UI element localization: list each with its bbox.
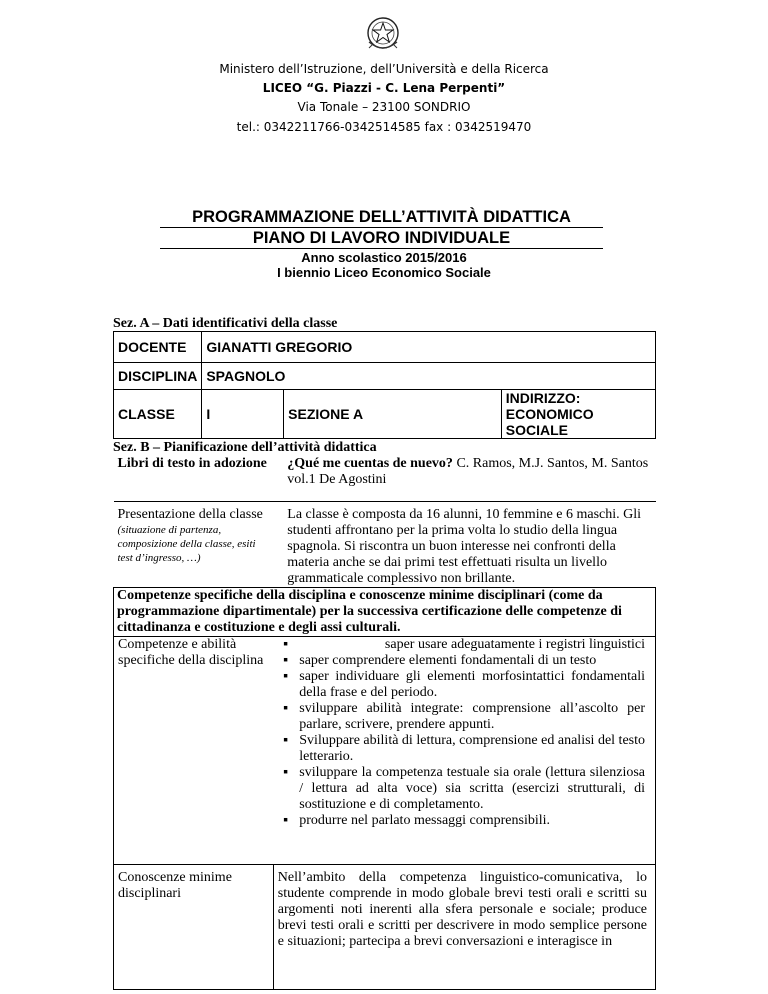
disciplina-value: SPAGNOLO [202, 363, 656, 390]
document-subtitle: PIANO DI LAVORO INDIVIDUALE [160, 228, 603, 249]
school-year: Anno scolastico 2015/2016 [301, 250, 467, 265]
presentazione-label: Presentazione della classe [117, 506, 263, 522]
presentazione-text: La classe è composta da 16 alunni, 10 femmine e 6 maschi. Gli studenti affrontano per la prima volta lo studio della lingua spagnola. Si riscontra un buon interesse nei confronti della materia anche se dai primi test effettuati risulta un livello grammaticale complessivo non brillante. [273, 501, 655, 587]
competenza-item: ▪ saper comprendere elementi fondamentali di un testo [277, 653, 645, 669]
class-data-table [113, 331, 656, 439]
libri-cell [273, 456, 655, 501]
competenze-label: Competenze e abilità specifiche della disciplina [114, 636, 274, 864]
school-name: LICEO “G. Piazzi - C. Lena Perpenti” [262, 81, 506, 95]
school-address: Via Tonale – 23100 SONDRIO [297, 100, 471, 114]
competenze-heading: Competenze specifiche della disciplina e conoscenze minime disciplinari (come da programmazione dipartimentale) per la successiva certificazione delle competenze di cittadinanza e costituzione e degli assi culturali. [114, 587, 656, 636]
docente-value: GIANATTI GREGORIO [202, 332, 656, 363]
conoscenze-text: Nell’ambito della competenza linguistico-comunicativa, lo studente comprende in modo globale brevi testi orali e scritti su argomenti noti inerenti alla sfera personale e sociale; produce brevi testi orali e scritti per descrivere in modo semplice persone e situazioni; partecipa a brevi conversazioni e interagisce in [273, 864, 655, 989]
competenza-item: ▪ sviluppare abilità integrate: comprensione all’ascolto per parlare, scrivere, prendere appunti. [277, 701, 645, 733]
presentazione-note: (situazione di partenza, composizione della classe, esiti test d’ingresso, …) [117, 523, 256, 564]
sezione-value: SEZIONE A [284, 390, 502, 439]
school-contacts: tel.: 0342211766-0342514585 fax : 0342519470 [236, 120, 532, 134]
docente-label: DOCENTE [114, 332, 202, 363]
libri-label: Libri di testo in adozione [114, 456, 274, 501]
disciplina-label: DISCIPLINA [114, 363, 202, 390]
competenze-list-cell [273, 636, 655, 864]
indirizzo-value: ECONOMICO SOCIALE [505, 406, 594, 438]
conoscenze-label: Conoscenze minime disciplinari [114, 864, 274, 989]
presentazione-label-cell [114, 501, 274, 587]
ministry-name: Ministero dell’Istruzione, dell’Università e della Ricerca [219, 62, 549, 76]
classe-value: I [202, 390, 284, 439]
indirizzo-cell [501, 390, 655, 439]
competenza-item: ▪ saper usare adeguatamente i registri linguistici [277, 637, 645, 653]
libri-title: ¿Qué me cuentas de nuevo? [287, 456, 453, 471]
competenza-item: ▪ saper individuare gli elementi morfosintattici fondamentali della frase e del periodo. [277, 669, 645, 701]
republic-emblem-icon [364, 14, 402, 54]
competenze-list [277, 637, 645, 829]
libri-volume: vol.1 De Agostini [287, 472, 387, 487]
classe-label: CLASSE [114, 390, 202, 439]
libri-authors: C. Ramos, M.J. Santos, M. Santos [452, 456, 649, 471]
competenza-item: ▪ Sviluppare abilità di lettura, comprensione ed analisi del testo letterario. [277, 733, 645, 765]
competenza-item: ▪ produrre nel parlato messaggi comprensibili. [277, 813, 645, 829]
planning-table [113, 456, 656, 990]
document-title: PROGRAMMAZIONE DELL’ATTIVITÀ DIDATTICA [160, 207, 603, 228]
indirizzo-label: INDIRIZZO: [505, 390, 581, 406]
course-name: I biennio Liceo Economico Sociale [277, 265, 491, 280]
competenza-item: ▪ sviluppare la competenza testuale sia orale (lettura silenziosa / lettura ad alta voce) sia scritta (esercizi strutturali, di sostituzione e di completamento. [277, 765, 645, 813]
section-a-heading: Sez. A – Dati identificativi della classe [113, 316, 338, 331]
section-b-heading: Sez. B – Pianificazione dell’attività didattica [113, 440, 377, 455]
